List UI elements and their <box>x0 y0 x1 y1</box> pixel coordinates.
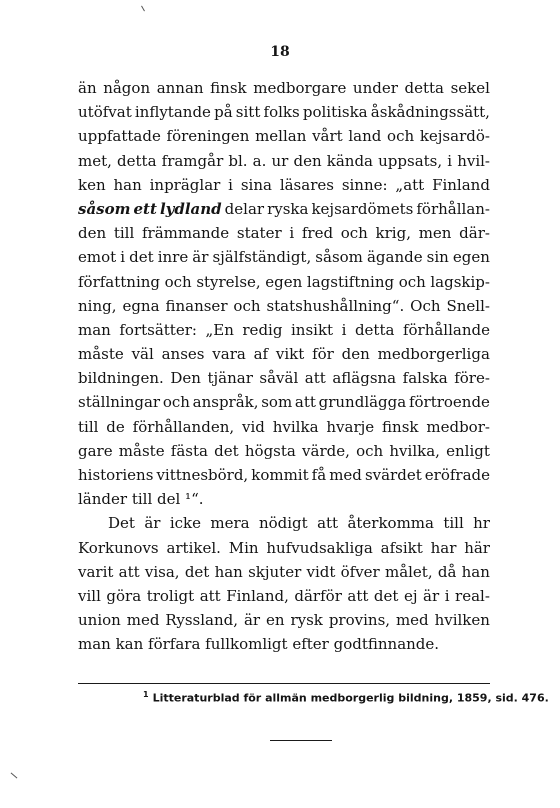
word: med <box>329 466 362 484</box>
word: inre <box>157 248 189 267</box>
word: af <box>253 345 269 364</box>
scan-mark <box>11 773 18 779</box>
word: ej <box>403 586 418 605</box>
word: att <box>317 514 339 533</box>
word: historiens <box>78 466 154 484</box>
text-line <box>78 294 490 318</box>
word: insikt <box>290 320 334 339</box>
word: tjänar <box>207 369 253 388</box>
word: grundlägga <box>318 393 407 412</box>
word: krig, <box>375 224 411 243</box>
word: nödigt <box>258 514 308 533</box>
word: återkomma <box>347 514 434 533</box>
word: lagstiftning <box>306 272 395 291</box>
word: sina <box>240 175 272 194</box>
word: falska <box>402 369 448 388</box>
word: är <box>144 514 161 533</box>
word: få <box>311 466 327 484</box>
word: mellan <box>255 127 307 146</box>
word: hvarje <box>326 417 375 436</box>
word: väl <box>131 345 154 364</box>
text-line <box>78 536 490 560</box>
word: vittnesbörd, <box>156 466 249 484</box>
word: hr <box>473 514 490 533</box>
text-line <box>78 415 490 439</box>
text-line <box>78 149 490 173</box>
word: finsk <box>382 417 419 436</box>
word: i <box>444 586 450 605</box>
word: folks <box>263 103 300 122</box>
word: i <box>447 151 453 170</box>
word: hvil- <box>457 151 490 170</box>
text-line <box>78 390 490 414</box>
word: artikel. <box>166 538 221 557</box>
word: att <box>199 586 221 605</box>
word: inflytande <box>134 103 211 122</box>
word: att <box>347 586 369 605</box>
word: vidt <box>306 562 336 581</box>
word: vill <box>78 586 101 605</box>
word: det <box>214 441 239 460</box>
word: har <box>430 538 457 557</box>
text-line <box>78 270 490 294</box>
word: och <box>398 272 426 291</box>
word: han <box>461 562 490 581</box>
text-line <box>78 342 490 366</box>
word: att <box>294 393 316 412</box>
word: ett <box>133 199 157 218</box>
word: finanser <box>165 296 228 315</box>
word: här <box>464 538 490 557</box>
text-line <box>78 608 490 632</box>
word: stater <box>236 224 282 243</box>
word: författning <box>78 272 161 291</box>
word: och <box>164 272 192 291</box>
word: „En <box>205 320 234 339</box>
page-number: 18 <box>270 44 290 60</box>
word: hvilka <box>272 417 319 436</box>
word: kejsardö- <box>419 127 490 146</box>
word: land <box>348 127 382 146</box>
word: kända <box>326 151 373 170</box>
word: hufvudsakliga <box>266 538 373 557</box>
word: icke <box>169 514 201 533</box>
word: inpräglar <box>149 175 221 194</box>
word: med <box>126 611 160 630</box>
text-line <box>78 124 490 148</box>
word: är <box>423 586 440 605</box>
word: sitt <box>235 103 261 122</box>
text-line <box>78 560 490 584</box>
word: framgår <box>161 151 224 170</box>
word: ning, <box>78 296 117 315</box>
word: den <box>293 151 322 170</box>
word: ställningar <box>78 393 161 412</box>
text-line <box>78 173 490 197</box>
word: under <box>352 79 398 97</box>
word: detta <box>404 79 444 97</box>
word: provins, <box>328 611 391 630</box>
text-line <box>78 100 490 124</box>
footnote-text: Litteraturblad för allmän medborgerlig bildning, 1859, sid. 476. <box>152 691 549 705</box>
word: met, <box>78 151 112 170</box>
word: förhållan- <box>416 199 490 218</box>
word: en <box>266 611 285 630</box>
end-rule <box>270 740 332 741</box>
word: uppfattade <box>78 127 161 146</box>
body-text <box>78 76 490 657</box>
word: vikt <box>275 345 305 364</box>
word: Ryssland, <box>165 611 239 630</box>
word: mera <box>210 514 250 533</box>
word: delar <box>224 199 265 218</box>
word: vara <box>212 345 246 364</box>
word: Snell- <box>446 296 490 315</box>
word: såväl <box>259 369 299 388</box>
word: därför <box>294 586 342 605</box>
footnote-marker: 1 <box>143 690 149 699</box>
word: åskådningssätt, <box>370 103 490 122</box>
word: någon <box>103 79 151 97</box>
word: varit <box>78 562 114 581</box>
word: bl. <box>228 151 248 170</box>
text-line <box>78 463 490 487</box>
word: ägande <box>366 248 423 267</box>
word: till <box>443 514 464 533</box>
word: de <box>106 417 125 436</box>
word: för <box>312 345 334 364</box>
word: öfver <box>340 562 380 581</box>
word: men <box>418 224 452 243</box>
word: uppsats, <box>378 151 443 170</box>
word: redig <box>242 320 283 339</box>
word: såsom <box>315 248 363 267</box>
word: fortsätter: <box>119 320 197 339</box>
word: måste <box>118 441 165 460</box>
word: medborgerliga <box>377 345 490 364</box>
word: ur <box>271 151 289 170</box>
word: till <box>78 417 99 436</box>
word: i <box>289 224 295 243</box>
word: Finland <box>432 175 490 194</box>
word: politiska <box>302 103 368 122</box>
text-line <box>78 221 490 245</box>
word: främmande <box>141 224 230 243</box>
word: Finland, <box>226 586 289 605</box>
word: såsom <box>78 199 131 218</box>
word: där- <box>459 224 490 243</box>
text-line <box>78 245 490 269</box>
text-line <box>78 439 490 463</box>
word: det <box>129 248 154 267</box>
word: egna <box>122 296 160 315</box>
word: medborgare <box>253 79 347 97</box>
word: statshushållning“. <box>266 296 405 315</box>
word: själfständigt, <box>212 248 312 267</box>
word: detta <box>117 151 157 170</box>
text-line <box>78 366 490 390</box>
word: göra <box>106 586 142 605</box>
word: det <box>184 562 210 581</box>
word: målet, <box>384 562 433 581</box>
word: styrelse, <box>196 272 261 291</box>
word: visa, <box>144 562 180 581</box>
word: fästa <box>170 441 208 460</box>
word: han <box>214 562 243 581</box>
word: det <box>373 586 399 605</box>
word: anses <box>161 345 205 364</box>
word: a. <box>252 151 267 170</box>
word: anspråk, <box>192 393 259 412</box>
word: föreningen <box>166 127 250 146</box>
word: bildningen. <box>78 369 164 388</box>
text-line <box>78 584 490 608</box>
word: lagskip- <box>430 272 490 291</box>
text-line: länder till del ¹“. <box>78 490 204 509</box>
text-line <box>78 76 490 100</box>
word: egen <box>265 272 303 291</box>
word: Det <box>108 514 135 533</box>
word: är <box>243 611 261 630</box>
word: före- <box>454 369 490 388</box>
word: då <box>437 562 457 581</box>
word: och <box>233 296 261 315</box>
text-line <box>78 511 490 535</box>
word: hvilken <box>434 611 490 630</box>
word: med <box>395 611 429 630</box>
word: sin <box>426 248 449 267</box>
word: och <box>340 224 368 243</box>
word: i <box>120 248 126 267</box>
word: högsta <box>244 441 296 460</box>
word: enligt <box>446 441 490 460</box>
word: i <box>228 175 233 194</box>
text-line <box>78 197 490 221</box>
word: han <box>113 175 142 194</box>
word: Den <box>170 369 201 388</box>
word: än <box>78 79 97 97</box>
word: på <box>214 103 233 122</box>
scan-mark <box>141 6 145 12</box>
word: och <box>356 441 384 460</box>
word: värde, <box>302 441 350 460</box>
word: aflägsna <box>332 369 397 388</box>
footnote <box>143 690 549 705</box>
word: förhållanden, <box>132 417 235 436</box>
word: hvilka, <box>389 441 440 460</box>
word: real- <box>455 586 490 605</box>
word: att <box>304 369 326 388</box>
word: emot <box>78 248 117 267</box>
word: läsares <box>279 175 334 194</box>
word: egen <box>452 248 490 267</box>
word: sinne: <box>341 175 388 194</box>
footnote-rule <box>78 683 490 684</box>
word: förhållande <box>402 320 490 339</box>
word: svärdet <box>364 466 422 484</box>
word: vårt <box>312 127 343 146</box>
word: sekel <box>450 79 490 97</box>
word: annan <box>156 79 204 97</box>
word: i <box>341 320 347 339</box>
word: utöfvat <box>78 103 132 122</box>
word: den <box>78 224 107 243</box>
word: union <box>78 611 121 630</box>
word: och <box>387 127 415 146</box>
word: Korkunovs <box>78 538 159 557</box>
word: Min <box>228 538 259 557</box>
word: att <box>118 562 140 581</box>
word: afsikt <box>380 538 423 557</box>
word: ryska <box>267 199 309 218</box>
word: Och <box>410 296 441 315</box>
word: troligt <box>146 586 195 605</box>
word: skjuter <box>248 562 302 581</box>
word: lydland <box>159 199 222 218</box>
word: „att <box>395 175 425 194</box>
word: finsk <box>210 79 247 97</box>
word: måste <box>78 345 124 364</box>
word: och <box>162 393 190 412</box>
word: medbor- <box>426 417 490 436</box>
word: den <box>341 345 370 364</box>
word: förtroende <box>408 393 490 412</box>
word: kejsardömets <box>311 199 414 218</box>
word: gare <box>78 441 113 460</box>
word: fred <box>301 224 334 243</box>
word: detta <box>354 320 395 339</box>
word: ken <box>78 175 106 194</box>
word: till <box>113 224 135 243</box>
word: vid <box>242 417 265 436</box>
word: som <box>261 393 293 412</box>
text-line: man kan förfara fullkomligt efter godtfinnande. <box>78 635 440 654</box>
word: rysk <box>290 611 323 630</box>
word: kommit <box>251 466 309 484</box>
text-line <box>78 318 490 342</box>
word: eröfrade <box>424 466 490 484</box>
word: man <box>78 320 111 339</box>
word: är <box>192 248 209 267</box>
